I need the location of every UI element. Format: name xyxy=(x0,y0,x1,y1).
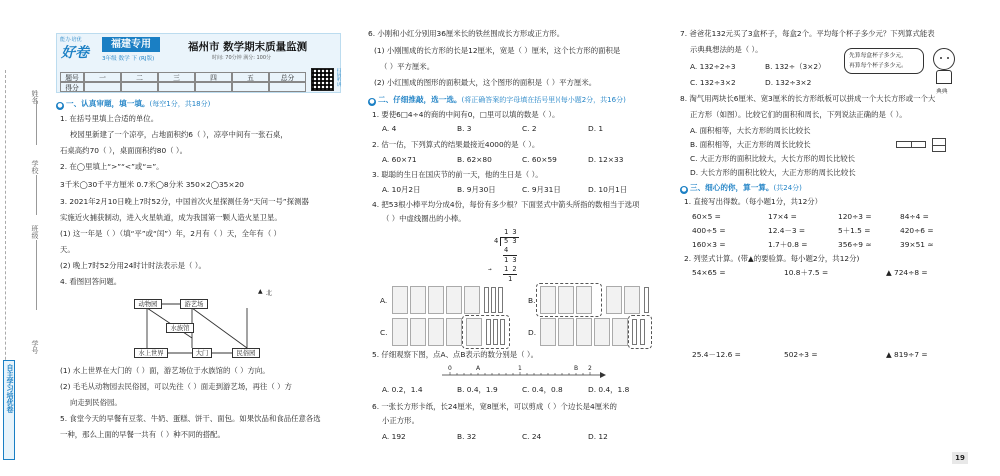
s1-line-15: 5. 食堂今天的早餐有豆浆、牛奶、蛋糕、饼干、面包。如果饮品和食品任意各选 xyxy=(60,414,321,423)
c2-q6b-opt-a[interactable]: A. 192 xyxy=(382,432,406,441)
score-input-5[interactable] xyxy=(232,82,269,92)
calc-item[interactable]: 12.4－3 = xyxy=(768,226,806,235)
score-col-1: 一 xyxy=(84,72,121,82)
name-label: 姓名 xyxy=(31,90,39,104)
stick-icon xyxy=(632,319,637,345)
c3-q7-stem-1: 7. 爸爸花132元买了3盒杯子，每盒2个。平均每个杯子多少元？下列算式能表 xyxy=(680,29,935,38)
eye-right xyxy=(947,57,949,59)
score-row2-label: 得分 xyxy=(60,82,84,92)
stick-bundle-icon xyxy=(410,318,426,346)
div-bracket xyxy=(500,237,501,246)
binding-line xyxy=(5,70,6,400)
qr-caption: 扫码听讲 xyxy=(336,68,341,87)
c2-q6-line4: (2) 小红围成的图形的面积最大，这个图形的面积是（ ）平方厘米。 xyxy=(374,78,597,87)
div-step1: 4 xyxy=(504,246,509,254)
c2-q3-stem: 3. 聪聪的生日在国庆节的前一天，他的生日是（ ）。 xyxy=(372,170,543,179)
map-water-world: 水上世界 xyxy=(134,348,168,358)
nl-a: A xyxy=(476,365,481,372)
stick-bundle-icon xyxy=(428,286,444,314)
s1-line-6: 3. 2021年2月10日晚上7时52分，中国首次火星探测任务“天问一号”探测器 xyxy=(60,197,309,206)
school-label: 学校 xyxy=(31,160,39,174)
stick-icon xyxy=(491,287,496,313)
stick-bundle-icon xyxy=(540,318,556,346)
map-folk-garden: 民俗园 xyxy=(232,348,260,358)
c3-q7-stem-2: 示典典想法的是（ ）。 xyxy=(690,45,763,54)
c2-q6-line2: (1) 小刚围成的长方形的长是12厘米，宽是（ ）厘米，这个长方形的面积是 xyxy=(374,46,621,55)
score-col-total: 总分 xyxy=(269,72,306,82)
stick-icon xyxy=(484,287,489,313)
stick-bundle-icon xyxy=(576,318,592,346)
calc-item[interactable]: 400÷5 = xyxy=(692,226,726,235)
c2-q4-stem-1: 4. 把53根小棒平均分成4份，每份有多少根？下面竖式中箭头所指的数相当于选项 xyxy=(372,200,640,209)
stick-bundle-icon xyxy=(558,318,574,346)
calc-item[interactable]: 17×4 = xyxy=(768,212,797,221)
c2-q1-stem: 1. 要使6□4÷4的商的中间有0，□里可以填的数是（ ）。 xyxy=(372,110,560,119)
s1-line-13: (2) 毛毛从动物园去民俗园，可以先往（ ）面走到游艺场，再往（ ）方 xyxy=(60,382,292,391)
section1-note: (每空1分，共18分) xyxy=(149,100,211,108)
div-dividend: 5 3 xyxy=(504,237,517,245)
child-avatar-icon xyxy=(933,48,955,70)
vertical-calc-item[interactable]: 502÷3 = xyxy=(784,350,818,359)
number-line xyxy=(440,367,610,383)
s1-line-4: 2. 在◯里填上“>”“<”或“=”。 xyxy=(60,162,164,171)
c2-q4-opt-a[interactable]: A. xyxy=(380,296,388,305)
stick-bundle-icon xyxy=(410,286,426,314)
c2-q6b-opt-c[interactable]: C. 24 xyxy=(522,432,542,441)
stick-bundle-icon xyxy=(392,286,408,314)
qr-code-icon[interactable] xyxy=(311,68,334,91)
c3-q7-opt-d[interactable]: D. 132÷3×2 xyxy=(765,78,812,87)
c2-q6b-opt-b[interactable]: B. 32 xyxy=(457,432,477,441)
calc-item[interactable]: 160×3 = xyxy=(692,240,726,249)
div-divisor: 4 xyxy=(494,237,499,245)
stick-icon xyxy=(500,319,505,345)
score-col-2: 二 xyxy=(121,72,158,82)
vertical-calc-item[interactable]: 10.8＋7.5 = xyxy=(784,268,829,277)
vertical-calc-item[interactable]: ▲ 819÷7 = xyxy=(886,350,928,359)
s1-line-11: 4. 看图回答问题。 xyxy=(60,277,122,286)
c2-q4-opt-b[interactable]: B. xyxy=(528,296,536,305)
map-gate: 大门 xyxy=(192,348,212,358)
c3-q8-opt-c[interactable]: C. 大正方形的面积比较大，大长方形的周长比较长 xyxy=(690,154,856,163)
stick-icon xyxy=(486,319,491,345)
stick-bundle-icon xyxy=(606,286,622,314)
map-zoo: 动物园 xyxy=(134,299,162,309)
s1-line-12: (1) 水上世界在大门的（ ）面，游艺场位于水族馆的（ ）方向。 xyxy=(60,366,270,375)
section3-note: (共24分) xyxy=(773,184,802,192)
c2-q1-opt-b[interactable]: B. 3 xyxy=(457,124,472,133)
square-divider xyxy=(932,145,946,146)
c2-q1-opt-c[interactable]: C. 2 xyxy=(522,124,537,133)
study-card-tag xyxy=(3,360,15,460)
c2-q5-opt-d[interactable]: D. 0.4，1.8 xyxy=(588,385,630,394)
nl-b: B xyxy=(574,365,579,372)
stick-bundle-icon xyxy=(540,286,556,314)
stick-icon xyxy=(644,287,649,313)
div-step2: 1 3 xyxy=(504,256,517,264)
long-division xyxy=(488,228,524,288)
stick-icon xyxy=(640,319,645,345)
c2-q2-stem: 2. 估一估，下列算式的结果最接近4000的是（ ）。 xyxy=(372,140,540,149)
stick-bundle-icon xyxy=(466,318,482,346)
north-label: 北 xyxy=(266,290,273,297)
north-arrow-icon: ▲ xyxy=(258,288,263,295)
c3-q7-opt-a[interactable]: A. 132÷2÷3 xyxy=(690,62,736,71)
s1-line-10: (2) 晚上7时52分用24时计时法表示是（ ）。 xyxy=(60,261,206,270)
vertical-calc-item[interactable]: 25.4－12.6 = xyxy=(692,350,741,359)
study-card-text: 自主学习培优卷 xyxy=(6,364,14,413)
s1-line-7: 实施近火捕获制动，进入火星轨道，成为我国第一颗人造火星卫星。 xyxy=(60,213,282,222)
c2-q2-opt-d[interactable]: D. 12×33 xyxy=(588,155,624,164)
div-quotient: 1 3 xyxy=(504,228,517,236)
section-bullet-icon: ● xyxy=(57,102,63,109)
c2-q5-opt-b[interactable]: B. 0.4，1.9 xyxy=(457,385,498,394)
nl-2: 2 xyxy=(588,365,592,372)
section-bullet-icon: ● xyxy=(369,98,375,105)
score-input-total[interactable] xyxy=(269,82,306,92)
eye-left xyxy=(940,57,942,59)
park-map xyxy=(132,298,272,360)
arrow-right-icon: → xyxy=(488,266,492,273)
page-number: 19 xyxy=(952,452,968,464)
class-label: 班级 xyxy=(31,225,39,239)
c2-q6b-opt-d[interactable]: D. 12 xyxy=(588,432,608,441)
c3-q8-stem-1: 8. 淘气用两块长6厘米、宽3厘米的长方形纸板可以拼成一个大长方形或一个大 xyxy=(680,94,936,103)
c3-calc2-title: 2. 列竖式计算。(带▲的要验算。每小题2分，共12分) xyxy=(684,254,860,263)
section1-title: ● 一、认真审题，填一填。(每空1分，共18分) xyxy=(57,99,211,109)
c2-q4-stem-2: （ ）中虚线圈出的小棒。 xyxy=(382,214,466,223)
c2-q4-opt-c[interactable]: C. xyxy=(380,328,388,337)
c2-q6-line3: （ ）平方厘米。 xyxy=(380,62,435,71)
c3-q8-stem-2: 正方形（如图）。比较它们的面积和周长，下列说法正确的是（ ）。 xyxy=(690,110,907,119)
school-line xyxy=(36,175,37,215)
calc-item[interactable]: 5＋1.5 = xyxy=(838,226,871,235)
s1-line-5: 3千米◯30千平方厘米 0.7米◯8分米 350×2◯35×20 xyxy=(60,180,244,189)
calc-item[interactable]: 1.7＋0.8 = xyxy=(768,240,808,249)
c2-q1-opt-d[interactable]: D. 1 xyxy=(588,124,604,133)
c3-q8-opt-b[interactable]: B. 面积相等，大正方形的周长比较长 xyxy=(690,140,811,149)
map-amusement: 游艺场 xyxy=(180,299,208,309)
c3-calc1-title: 1. 直接写出得数。（每小题1分，共12分） xyxy=(684,197,823,206)
c2-q2-opt-a[interactable]: A. 60×71 xyxy=(382,155,417,164)
stick-bundle-icon xyxy=(464,286,480,314)
stick-bundle-icon xyxy=(558,286,574,314)
c2-q5-opt-a[interactable]: A. 0.2，1.4 xyxy=(382,385,423,394)
c3-q7-opt-b[interactable]: B. 132÷（3×2） xyxy=(765,62,826,71)
score-input-1[interactable] xyxy=(84,82,121,92)
c2-q2-opt-c[interactable]: C. 60×59 xyxy=(522,155,557,164)
name-line xyxy=(36,100,37,145)
section3-title: ● 三、细心的你，算一算。(共24分) xyxy=(681,183,802,193)
div-remainder: 1 xyxy=(508,275,513,283)
child-body-icon xyxy=(936,70,952,84)
s1-line-9: 天。 xyxy=(60,245,75,254)
calc-item[interactable]: 120÷3 = xyxy=(838,212,872,221)
s1-line-1: 1. 在括号里填上合适的单位。 xyxy=(60,114,159,123)
stick-bundle-icon xyxy=(594,318,610,346)
c2-q5-stem: 5. 仔细观察下图，点A、点B表示的数分别是（ ）。 xyxy=(372,350,538,359)
c2-q1-opt-a[interactable]: A. 4 xyxy=(382,124,397,133)
calc-item[interactable]: 39×51 ≈ xyxy=(900,240,934,249)
nl-1: 1 xyxy=(518,365,522,372)
class-line xyxy=(36,240,37,310)
score-col-3: 三 xyxy=(158,72,195,82)
s1-line-2: 校园里新建了一个凉亭，占地面积约6（ ），凉亭中间有一张石桌， xyxy=(70,130,288,139)
c2-q2-opt-b[interactable]: B. 62×80 xyxy=(457,155,492,164)
stick-bundle-icon xyxy=(576,286,592,314)
s1-line-3: 石桌高约70（ ），桌面面积约80（ ）。 xyxy=(60,146,187,155)
page-title: 福州市 数学期末质量监测 xyxy=(188,41,308,53)
calc-item[interactable]: 420÷6 = xyxy=(900,226,934,235)
brand-small: 能力·培优 xyxy=(60,37,82,43)
number-label: 学号 xyxy=(31,340,39,354)
stick-bundle-icon xyxy=(612,318,628,346)
stick-bundle-icon xyxy=(428,318,444,346)
div-step3: 1 2 xyxy=(504,265,517,273)
nl-0: 0 xyxy=(448,365,452,372)
score-input-2[interactable] xyxy=(121,82,158,92)
stick-bundle-icon xyxy=(392,318,408,346)
section2-title: ● 二、仔细推敲，选一选。(将正确答案的字母填在括号里)(每小题2分，共16分) xyxy=(369,95,626,105)
vertical-calc-item[interactable]: 54×65 = xyxy=(692,268,726,277)
score-col-5: 五 xyxy=(232,72,269,82)
stick-bundle-icon xyxy=(624,286,640,314)
score-col-4: 四 xyxy=(195,72,232,82)
s1-line-14: 向走到民俗园。 xyxy=(70,398,122,407)
edition-badge: 福建专用 xyxy=(102,37,160,52)
stick-icon xyxy=(498,287,503,313)
bubble-line-2: 再算每个杯子多少元。 xyxy=(849,63,907,69)
c2-q3-opt-d[interactable]: D. 10月1日 xyxy=(588,185,628,194)
c2-q3-opt-c[interactable]: C. 9月31日 xyxy=(522,185,561,194)
calc-item[interactable]: 60×5 = xyxy=(692,212,721,221)
section2-note: (将正确答案的字母填在括号里)(每小题2分，共16分) xyxy=(461,96,626,104)
c3-q7-opt-c[interactable]: C. 132÷3×2 xyxy=(690,78,736,87)
vertical-calc-item[interactable]: ▲ 724÷8 = xyxy=(886,268,928,277)
c2-q5-opt-c[interactable]: C. 0.4，0.8 xyxy=(522,385,563,394)
c2-q6b-stem-2: 小正方形。 xyxy=(382,416,419,425)
time-info: 时间: 70分钟 满分: 100分 xyxy=(212,55,272,61)
long-rect-divider xyxy=(911,141,912,148)
s1-line-8: (1) 这一年是（ ）（填“平”或“闰”）年，2月有（ ）天，全年有（ ） xyxy=(60,229,281,238)
brand-logo: 好卷 xyxy=(61,45,89,61)
c2-q6-line1: 6. 小刚和小红分别用36厘米长的铁丝围成长方形或正方形。 xyxy=(368,29,565,38)
stick-icon xyxy=(493,319,498,345)
score-row1-label: 题号 xyxy=(60,72,84,82)
stick-bundle-icon xyxy=(446,286,462,314)
c2-q6b-stem-1: 6. 一张长方形卡纸，长24厘米，宽8厘米，可以剪成（ ）个边长是4厘米的 xyxy=(372,402,617,411)
bubble-line-1: 先算每盒杯子多少元， xyxy=(849,53,907,59)
score-input-3[interactable] xyxy=(158,82,195,92)
c3-q8-opt-d[interactable]: D. 大长方形的面积比较大，大正方形的周长比较长 xyxy=(690,168,856,177)
c3-q8-opt-a[interactable]: A. 面积相等，大长方形的周长比较长 xyxy=(690,126,811,135)
score-input-4[interactable] xyxy=(195,82,232,92)
stick-bundle-icon xyxy=(446,318,462,346)
speech-bubble xyxy=(844,48,924,74)
grade-info: 3年级 数学 下 (RJ版) xyxy=(102,56,155,62)
c2-q3-opt-b[interactable]: B. 9月30日 xyxy=(457,185,496,194)
calc-item[interactable]: 356÷9 ≈ xyxy=(838,240,872,249)
calc-item[interactable]: 84÷4 = xyxy=(900,212,929,221)
section-bullet-icon: ● xyxy=(681,186,687,193)
c2-q4-opt-d[interactable]: D. xyxy=(528,328,537,337)
c2-q3-opt-a[interactable]: A. 10月2日 xyxy=(382,185,421,194)
child-name: 典典 xyxy=(936,89,948,95)
s1-line-16: 一种，那么上面的早餐一共有（ ）种不同的搭配。 xyxy=(60,430,225,439)
map-aquarium: 水族馆 xyxy=(166,323,194,333)
